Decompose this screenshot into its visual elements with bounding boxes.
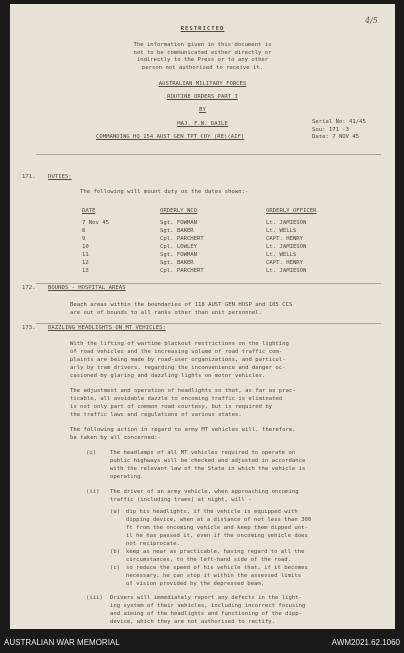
body-line: With the lifting of wartime blackout restrictions on the lighting	[70, 341, 289, 347]
sub-item-label: (b)	[110, 549, 121, 555]
body-line: public highways will be checked and adjusted in accordance	[110, 458, 306, 464]
serial-date: Date: 7 NOV 45	[312, 134, 360, 140]
orderly-officer: Lt. JAMIESON	[266, 268, 307, 274]
body-line: il he has passed it, even if the oncoming vehicle does	[126, 533, 308, 539]
notice-line: indirectly to the Press or to any other	[136, 57, 269, 63]
item-number: (iii)	[86, 595, 103, 601]
orderly-nco: Cpl. PARCHERT	[160, 268, 204, 274]
duties-intro: The following will mount duty on the dates shown:-	[80, 189, 249, 195]
sub-item-label: (c)	[110, 565, 121, 571]
body-line: Beach areas within the boundaries of 118 AUST GEN HOSP and 105 CCS	[70, 302, 293, 308]
duty-date: 12	[82, 260, 89, 266]
handwritten-folio: 4/5	[365, 16, 378, 25]
body-line: plaints are being made by road-user organizations, and particul-	[70, 357, 286, 363]
duty-date: 13	[82, 268, 89, 274]
document-page	[10, 4, 395, 629]
body-line: is not only part of common road courtesy, but is required by	[70, 404, 273, 410]
orderly-nco: Sgt. FOWMAN	[160, 252, 198, 258]
section-divider	[36, 283, 381, 284]
body-line: necessary, he can stop it within the assessed limits	[126, 573, 302, 579]
body-line: and aiming of the headlights and functioning of the dipp-	[110, 611, 302, 617]
section-number: 173.	[22, 325, 36, 331]
orders-title: ROUTINE ORDERS PART I	[167, 94, 238, 100]
body-line: operating.	[110, 474, 144, 480]
classification-heading: RESTRICTED	[180, 26, 225, 32]
body-line: ing system of their vehicles, including incorrect focusing	[110, 603, 306, 609]
archive-footer	[0, 629, 404, 653]
section-title: DUTIES:	[48, 174, 72, 180]
body-line: Drivers will immediately report any defects in the light-	[110, 595, 302, 601]
body-line: The driver of an army vehicle, when approaching oncoming	[110, 489, 299, 495]
section-title: BOUNDS - HOSPITAL AREAS	[48, 285, 126, 291]
body-line: keep as near as practicable, having regard to all the	[126, 549, 305, 555]
body-line: The headlamps of all MT vehicles required to operate on	[110, 450, 296, 456]
column-header: DATE	[82, 208, 96, 214]
sub-item-label: (a)	[110, 509, 121, 515]
duty-date: 10	[82, 244, 89, 250]
orderly-nco: Cpl. PARCHERT	[160, 236, 204, 242]
commanding-unit: COMMANDING HQ 154 AUST GEN TPT COY (RE)(AIF)	[96, 134, 245, 140]
section-divider	[36, 323, 381, 324]
orderly-officer: Lt. WELLS	[266, 228, 297, 234]
notice-line: not to be communicated either directly or	[133, 49, 272, 56]
archive-reference: AWM2021.62.1060	[331, 638, 400, 647]
notice-line: person not authorised to receive it.	[141, 64, 264, 71]
body-line: are out of bounds to all ranks other than unit personnel.	[70, 310, 262, 316]
column-header: ORDERLY NCO	[160, 208, 198, 214]
orderly-nco: Sgt. FOWMAN	[160, 220, 198, 226]
orderly-nco: Cpl. LOWLEY	[160, 244, 198, 250]
serial-number: Serial No: 41/45	[312, 119, 366, 125]
body-line: The adjustment and operation of headlights so that, as far as prac-	[70, 388, 296, 394]
header-divider	[36, 154, 381, 155]
column-header: ORDERLY OFFICER	[266, 208, 317, 214]
body-line: traffic (including trams) at night, will -	[110, 497, 252, 503]
archive-name: AUSTRALIAN WAR MEMORIAL	[4, 638, 120, 647]
body-line: ft from the oncoming vehicle and keep them dipped unt-	[126, 525, 308, 531]
body-line: the traffic laws and regulations of various states.	[70, 412, 242, 418]
body-line: be taken by all concerned:-	[70, 435, 161, 441]
orderly-nco: Sgt. BAKER	[160, 260, 194, 266]
orderly-nco: Sgt. BAKER	[160, 228, 194, 234]
body-line: casioned by glaring and dazzling lights on motor vehicles.	[70, 373, 266, 379]
body-line: ticable, all avoidable dazzle to oncoming traffic is eliminated	[70, 396, 283, 402]
body-line: The following action in regard to army MT vehicles will, therefore,	[70, 427, 296, 433]
body-line: of vision provided by the depressed beam.	[126, 581, 265, 587]
force-name: AUSTRALIAN MILITARY FORCES	[158, 81, 247, 87]
item-number: (ii)	[86, 489, 100, 495]
body-line: device, which they are not authorised to rectify.	[110, 619, 276, 625]
body-line: so reduce the speed of his vehicle that, if it becomes	[126, 565, 308, 571]
issuing-officer: MAJ. F.N. DAILE	[177, 121, 228, 127]
item-number: (i)	[86, 450, 97, 456]
orderly-officer: CAPT. HENRY	[266, 260, 304, 266]
section-number: 172.	[22, 285, 36, 291]
orderly-officer: Lt. WELLS	[266, 252, 297, 258]
body-line: circumstances, to the left-hand side of the road.	[126, 557, 292, 563]
duty-date: 11	[82, 252, 89, 258]
duty-date: 7 Nov 45	[82, 220, 109, 226]
body-line: not reciprocate.	[126, 541, 180, 547]
body-line: of road vehicles and the increasing volume of road traffic com-	[70, 349, 283, 355]
duty-date: 9	[82, 236, 86, 242]
body-line: dipping device, when at a distance of not less than 300	[126, 517, 312, 523]
orderly-officer: Lt. JAMIESON	[266, 244, 307, 250]
section-title: DAZZLING HEADLIGHTS ON MT VEHICLES:	[48, 325, 166, 331]
duty-date: 8	[82, 228, 86, 234]
serial-sou: Sou: 171 -3	[312, 126, 350, 133]
orderly-officer: CAPT. HENRY	[266, 236, 304, 242]
body-line: with the relevant law of the State in which the vehicle is	[110, 466, 306, 472]
notice-line: The information given in this document is	[133, 42, 272, 48]
orderly-officer: Lt. JAMIESON	[266, 220, 307, 226]
body-line: arly by tram drivers, regarding the inconvenience and danger oc-	[70, 365, 286, 371]
orders-by: BY	[199, 107, 206, 113]
section-number: 171.	[22, 174, 36, 180]
body-line: dip his headlights, if the vehicle is equipped with	[126, 509, 298, 515]
